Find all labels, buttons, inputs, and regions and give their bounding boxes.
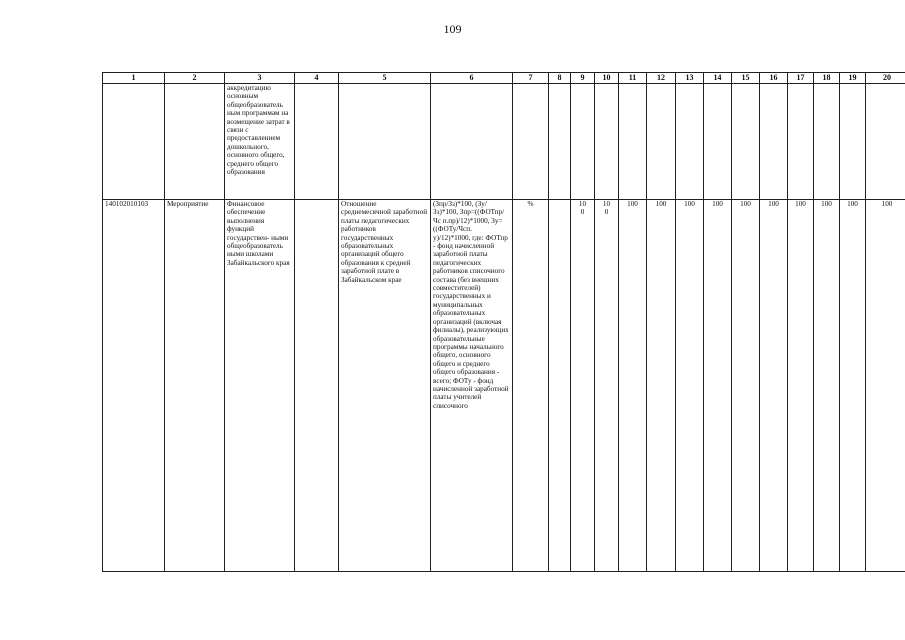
table-cell <box>165 84 225 200</box>
table-cell <box>788 84 814 200</box>
value-cell: 100 <box>760 200 788 572</box>
value-cell-part: 0 <box>580 208 585 217</box>
table-cell <box>704 84 732 200</box>
table-cell <box>814 84 840 200</box>
activity-name-cell: Финансовое обеспечение выполнения функций государствен- ными общеобразователь ными школами Забайкальского края <box>225 200 295 572</box>
column-header: 13 <box>676 73 704 84</box>
value-cell: 100 <box>866 200 905 572</box>
column-header: 15 <box>732 73 760 84</box>
table-cell <box>571 84 595 200</box>
column-header: 8 <box>549 73 571 84</box>
column-header: 6 <box>431 73 513 84</box>
table-cell <box>619 84 647 200</box>
table-cell <box>549 84 571 200</box>
unit-cell: % <box>513 200 549 572</box>
column-header: 10 <box>595 73 619 84</box>
value-cell: 100 <box>788 200 814 572</box>
value-cell-part: 0 <box>604 208 609 217</box>
formula-cell: (Зпр/Зз)*100, (Зу/Зз)*100, Зпр=((ФОТпр/Чс п.пр)/12)*1000, Зу=((ФОТу/Чсп. у)/12)*1000, где: ФОТпр - фонд начисленной заработной платы педагогических работников списочного состава (без внешних совместителей) государственных и муниципальных образовательных организаций (включая филиалы), реализующих образовательные программы начального общего, основного общего и среднего общего образования - всего; ФОТу - фонд начисленной заработной платы учителей списочного <box>431 200 513 572</box>
table-header-row <box>103 73 905 84</box>
table-row <box>103 200 905 572</box>
table-cell <box>840 84 866 200</box>
table-cell <box>866 84 905 200</box>
column-header: 5 <box>339 73 431 84</box>
table-cell <box>513 84 549 200</box>
value-cell: 100 <box>619 200 647 572</box>
table-cell <box>295 84 339 200</box>
column-header: 12 <box>647 73 676 84</box>
table-cell <box>732 84 760 200</box>
column-header: 3 <box>225 73 295 84</box>
column-header: 4 <box>295 73 339 84</box>
value-cell: 100 <box>840 200 866 572</box>
value-cell <box>549 200 571 572</box>
table-cell <box>295 200 339 572</box>
column-header: 20 <box>866 73 905 84</box>
value-cell <box>595 200 619 572</box>
column-header: 9 <box>571 73 595 84</box>
value-cell-part: 10 <box>578 200 587 208</box>
page-number: 109 <box>443 22 462 36</box>
column-header: 7 <box>513 73 549 84</box>
column-header: 11 <box>619 73 647 84</box>
value-cell: 100 <box>704 200 732 572</box>
type-cell: Мероприятие <box>165 200 225 572</box>
column-header: 14 <box>704 73 732 84</box>
table-cell <box>339 84 431 200</box>
table-cell <box>103 84 165 200</box>
program-description-cell: аккредитацию основным общеобразователь ным программам на возмещение затрат в связи с предоставлением дошкольного, основного общего, среднего общего образования <box>225 84 295 200</box>
column-header: 16 <box>760 73 788 84</box>
column-header: 19 <box>840 73 866 84</box>
code-cell: 140102010103 <box>103 200 165 572</box>
indicator-name-cell: Отношение среднемесячной заработной платы педагогических работников государственных образовательных организаций общего образования к средней заработной плате в Забайкальском крае <box>339 200 431 572</box>
table-row <box>103 84 905 200</box>
column-header: 1 <box>103 73 165 84</box>
value-cell: 100 <box>732 200 760 572</box>
table-cell <box>760 84 788 200</box>
column-header: 18 <box>814 73 840 84</box>
column-header: 2 <box>165 73 225 84</box>
table-cell <box>647 84 676 200</box>
value-cell: 100 <box>647 200 676 572</box>
value-cell-part: 10 <box>602 200 611 208</box>
table-cell <box>676 84 704 200</box>
value-cell <box>571 200 595 572</box>
value-cell: 100 <box>676 200 704 572</box>
table-cell <box>431 84 513 200</box>
value-cell: 100 <box>814 200 840 572</box>
indicator-table <box>102 72 905 572</box>
table-cell <box>595 84 619 200</box>
column-header: 17 <box>788 73 814 84</box>
